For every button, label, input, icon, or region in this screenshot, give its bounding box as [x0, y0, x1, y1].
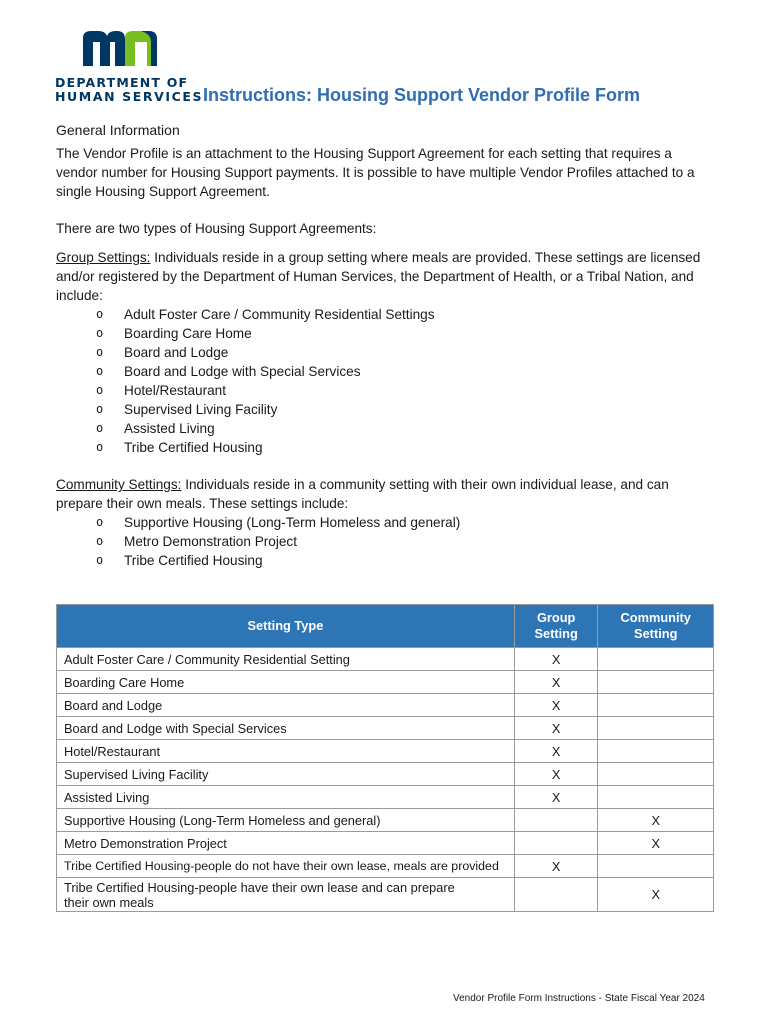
department-line-1: DEPARTMENT OF [55, 75, 189, 90]
group-settings-label: Group Settings: [56, 250, 151, 265]
mn-logo-icon [81, 28, 165, 68]
list-item: o Adult Foster Care / Community Residential Settings [56, 305, 716, 324]
setting-type-header: Setting Type [57, 605, 515, 648]
community-cell [598, 717, 714, 740]
community-cell: X [598, 809, 714, 832]
setting-cell: Assisted Living [57, 786, 515, 809]
table-row [57, 878, 714, 912]
table-row [57, 855, 714, 878]
community-settings-paragraph [56, 475, 716, 513]
agreement-types-intro: There are two types of Housing Support Agreements: [56, 221, 377, 236]
community-cell: X [598, 832, 714, 855]
group-cell: X [514, 671, 598, 694]
table-row [57, 763, 714, 786]
table-header-row [57, 605, 714, 648]
table-row [57, 809, 714, 832]
table-row [57, 648, 714, 671]
group-cell: X [514, 648, 598, 671]
setting-cell: Supportive Housing (Long-Term Homeless and general) [57, 809, 515, 832]
setting-cell: Board and Lodge with Special Services [57, 717, 515, 740]
group-cell: X [514, 786, 598, 809]
group-cell: X [514, 694, 598, 717]
department-name [55, 75, 204, 104]
setting-cell: Board and Lodge [57, 694, 515, 717]
community-cell: X [598, 878, 714, 912]
community-cell [598, 763, 714, 786]
group-settings-paragraph [56, 248, 716, 305]
group-cell: X [514, 740, 598, 763]
table-row [57, 786, 714, 809]
group-cell [514, 832, 598, 855]
group-cell [514, 878, 598, 912]
community-settings-list [56, 513, 716, 570]
setting-cell: Hotel/Restaurant [57, 740, 515, 763]
list-item: o Assisted Living [56, 419, 716, 438]
department-line-2: HUMAN SERVICES [55, 89, 204, 104]
setting-cell: Boarding Care Home [57, 671, 515, 694]
general-information-heading: General Information [56, 122, 180, 138]
list-item: o Hotel/Restaurant [56, 381, 716, 400]
community-cell [598, 648, 714, 671]
community-settings-text: Individuals reside in a community setting with their own individual lease, and can prepare their own meals. These settings include: [56, 477, 669, 511]
table-row [57, 740, 714, 763]
setting-cell: Metro Demonstration Project [57, 832, 515, 855]
group-cell: X [514, 717, 598, 740]
table-row [57, 671, 714, 694]
page-footer: Vendor Profile Form Instructions - State Fiscal Year 2024 [453, 993, 705, 1004]
community-cell [598, 740, 714, 763]
settings-table [56, 604, 714, 912]
setting-cell: Supervised Living Facility [57, 763, 515, 786]
list-item: o Tribe Certified Housing [56, 438, 716, 457]
list-item: o Boarding Care Home [56, 324, 716, 343]
group-cell: X [514, 763, 598, 786]
list-item: o Board and Lodge with Special Services [56, 362, 716, 381]
community-cell [598, 786, 714, 809]
group-cell: X [514, 855, 598, 878]
dhs-logo [55, 28, 204, 104]
page-title: Instructions: Housing Support Vendor Profile Form [203, 85, 641, 105]
group-settings-text: Individuals reside in a group setting where meals are provided. These settings are licensed and/or registered by the Department of Human Services, the Department of Health, or a Tribal Nation, and include: [56, 250, 701, 303]
community-cell [598, 671, 714, 694]
group-settings-list [56, 305, 716, 457]
setting-cell: Adult Foster Care / Community Residential Setting [57, 648, 515, 671]
community-cell [598, 855, 714, 878]
community-settings-label: Community Settings: [56, 477, 182, 492]
table-row [57, 832, 714, 855]
list-item: o Board and Lodge [56, 343, 716, 362]
setting-cell: Tribe Certified Housing-people do not have their own lease, meals are provided [57, 855, 515, 878]
list-item: o Supportive Housing (Long-Term Homeless and general) [56, 513, 716, 532]
table-row [57, 717, 714, 740]
setting-cell: Tribe Certified Housing-people have their own lease and can prepare their own meals [57, 878, 515, 912]
list-item: o Tribe Certified Housing [56, 551, 716, 570]
community-setting-header: Community Setting [598, 605, 714, 648]
group-setting-header: Group Setting [514, 605, 598, 648]
list-item: o Metro Demonstration Project [56, 532, 716, 551]
list-item: o Supervised Living Facility [56, 400, 716, 419]
group-cell [514, 809, 598, 832]
table-row [57, 694, 714, 717]
general-information-paragraph: The Vendor Profile is an attachment to the Housing Support Agreement for each setting that requires a vendor number for Housing Support payments. It is possible to have multiple Vendor Profiles attached to a single Housing Support Agreement. [56, 146, 695, 199]
community-cell [598, 694, 714, 717]
document-body [56, 120, 716, 570]
